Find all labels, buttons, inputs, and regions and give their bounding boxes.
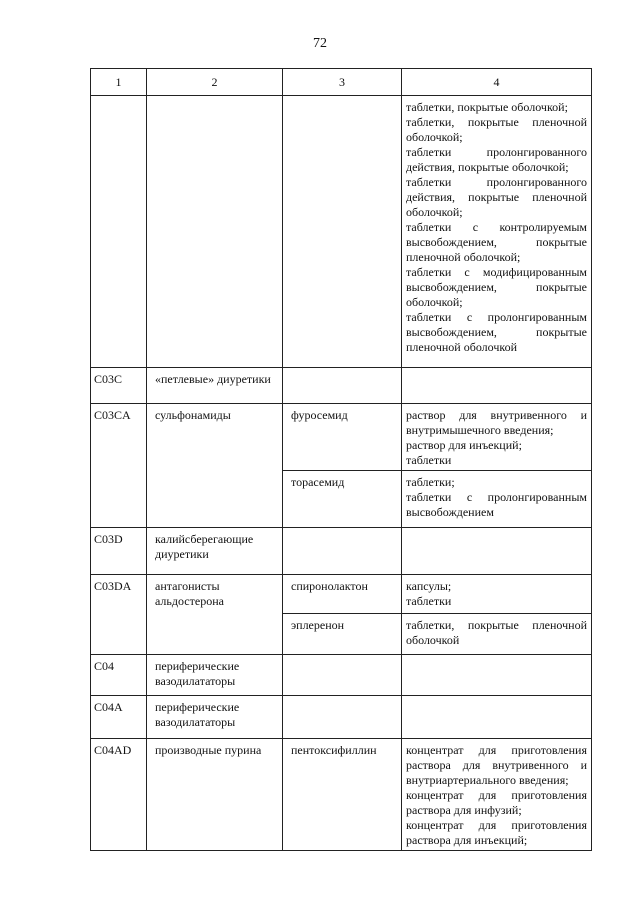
table-row (91, 368, 592, 404)
table-row (91, 696, 592, 739)
code-cell: C03D (91, 528, 147, 575)
dosage-form: таблетки с контролируемым высвобождением, покрытые пленочной оболочкой; (406, 220, 587, 264)
dosage-form: таблетки пролонгированного действия, покрытые оболочкой; (406, 145, 587, 174)
dosage-forms-cell (402, 404, 592, 471)
dosage-forms-cell (402, 528, 592, 575)
column-header-3: 3 (283, 69, 402, 96)
table-row (91, 404, 592, 471)
group-name-cell: производные пурина (147, 739, 283, 851)
dosage-forms-cell (402, 739, 592, 851)
column-header-2: 2 (147, 69, 283, 96)
dosage-form: таблетки с пролонгированным высвобождением, покрытые пленочной оболочкой (406, 310, 587, 354)
inn-cell (283, 655, 402, 696)
code-cell: C04AD (91, 739, 147, 851)
inn-cell (283, 368, 402, 404)
dosage-form: таблетки, покрытые пленочной оболочкой; (406, 115, 587, 144)
column-header-1: 1 (91, 69, 147, 96)
dosage-form: раствор для внутривенного и внутримышечного введения; (406, 408, 587, 437)
dosage-form: концентрат для приготовления раствора для внутривенного и внутриартериального введения; (406, 743, 587, 787)
column-header-4: 4 (402, 69, 592, 96)
group-name-cell: калийсберегающие диуретики (147, 528, 283, 575)
dosage-form: концентрат для приготовления раствора для инъекций; (406, 818, 587, 847)
table-row (91, 575, 592, 614)
dosage-forms-cell (402, 614, 592, 655)
group-name-cell: периферические вазодилататоры (147, 655, 283, 696)
dosage-form: раствор для инъекций; (406, 438, 522, 452)
page-number: 72 (313, 36, 327, 51)
dosage-form: таблетки с пролонгированным высвобождением (406, 490, 587, 519)
inn-cell: спиронолактон (283, 575, 402, 614)
group-name-cell: периферические вазодилататоры (147, 696, 283, 739)
dosage-forms-cell (402, 696, 592, 739)
inn-cell (283, 96, 402, 368)
group-name-cell: «петлевые» диуретики (147, 368, 283, 404)
table-row (91, 96, 592, 368)
code-cell (91, 96, 147, 368)
table-row (91, 739, 592, 851)
medicines-table (90, 68, 592, 851)
group-name-cell: антагонисты альдостерона (147, 575, 283, 655)
table-header-row (91, 69, 592, 96)
code-cell: C03DA (91, 575, 147, 655)
dosage-form: таблетки, покрытые пленочной оболочкой (406, 618, 587, 647)
dosage-form: таблетки; (406, 475, 455, 489)
dosage-forms-cell (402, 575, 592, 614)
dosage-form: таблетки (406, 594, 452, 608)
dosage-form: таблетки (406, 453, 452, 467)
dosage-form: таблетки пролонгированного действия, покрытые пленочной оболочкой; (406, 175, 587, 219)
dosage-forms-cell (402, 368, 592, 404)
dosage-forms-cell (402, 471, 592, 528)
inn-cell (283, 528, 402, 575)
dosage-form: таблетки, покрытые оболочкой; (406, 100, 568, 114)
inn-cell: торасемид (283, 471, 402, 528)
group-name-cell: сульфонамиды (147, 404, 283, 528)
table-row (91, 528, 592, 575)
dosage-form: таблетки с модифицированным высвобождением, покрытые оболочкой; (406, 265, 587, 309)
dosage-forms-cell (402, 655, 592, 696)
inn-cell (283, 696, 402, 739)
dosage-form: концентрат для приготовления раствора для инфузий; (406, 788, 587, 817)
group-name-cell (147, 96, 283, 368)
dosage-forms-cell (402, 96, 592, 368)
code-cell: C03CA (91, 404, 147, 528)
code-cell: C03C (91, 368, 147, 404)
inn-cell: пентоксифиллин (283, 739, 402, 851)
table-row (91, 655, 592, 696)
inn-cell: фуросемид (283, 404, 402, 471)
inn-cell: эплеренон (283, 614, 402, 655)
dosage-form: капсулы; (406, 579, 452, 593)
code-cell: C04 (91, 655, 147, 696)
code-cell: C04A (91, 696, 147, 739)
